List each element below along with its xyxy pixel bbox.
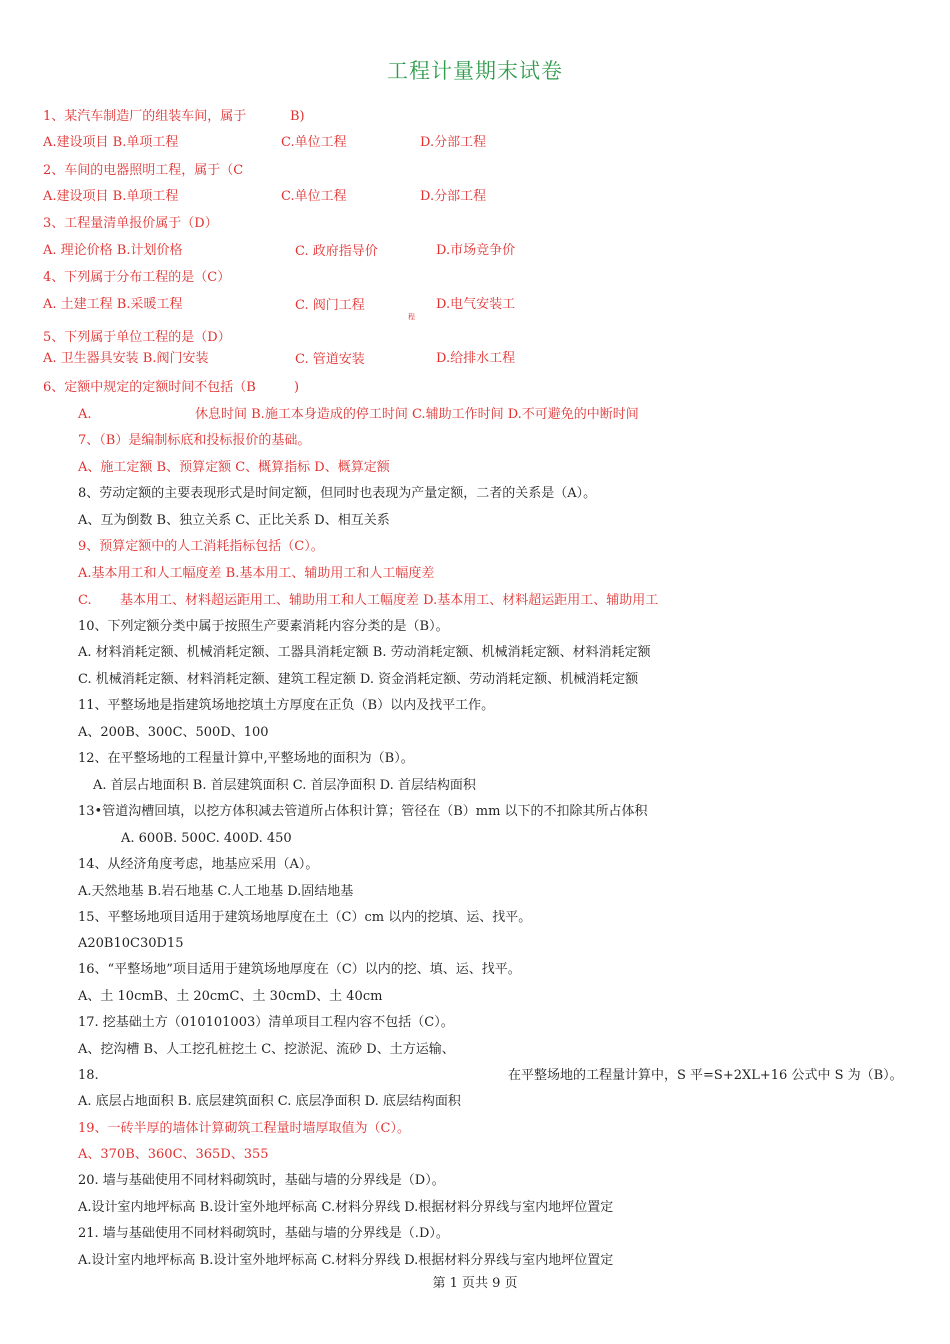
question-15-options: A20B10C30D15 <box>78 936 184 951</box>
question-3-stem: 3、工程量清单报价属于（D） <box>43 216 218 231</box>
question-7-stem: 7、（B）是编制标底和投标报价的基础。 <box>78 433 311 448</box>
question-20-options: A.设计室内地坪标高 B.设计室外地坪标高 C.材料分界线 D.根据材料分界线与室内地坪位置定 <box>78 1200 614 1215</box>
question-10-options-1: A. 材料消耗定额、机械消耗定额、工器具消耗定额 B. 劳动消耗定额、机械消耗定额、材料消耗定额 <box>78 645 651 660</box>
question-1-option-ab: A.建设项目 B.单项工程 <box>43 135 179 150</box>
question-2-option-c: C.单位工程 <box>281 189 347 204</box>
question-1-stem: 1、某汽车制造厂的组装车间，属于 <box>43 109 247 124</box>
question-2-stem: 2、车间的电器照明工程，属于（C <box>43 163 244 178</box>
question-6-options: 休息时间 B.施工本身造成的停工时间 C.辅助工作时间 D.不可避免的中断时间 <box>195 407 639 422</box>
question-3-option-d: D.市场竞争价 <box>436 243 516 258</box>
question-14-options: A.天然地基 B.岩石地基 C.人工地基 D.固结地基 <box>78 884 354 899</box>
question-18-stem: 在平整场地的工程量计算中，S 平=S+2XL+16 公式中 S 为（B）。 <box>508 1068 903 1083</box>
question-18-options: A. 底层占地面积 B. 底层建筑面积 C. 底层净面积 D. 底层结构面积 <box>78 1094 461 1109</box>
question-12-options: A. 首层占地面积 B. 首层建筑面积 C. 首层净面积 D. 首层结构面积 <box>93 778 476 793</box>
question-5-option-c: C. 管道安装 <box>295 352 365 367</box>
question-4-stem: 4、下列属于分布工程的是（C） <box>43 270 231 285</box>
page-title: 工程计量期末试卷 <box>387 59 563 83</box>
question-5-option-ab: A. 卫生器具安装 B.阀门安装 <box>43 351 209 366</box>
question-3-option-c: C. 政府指导价 <box>295 244 378 259</box>
question-3-option-ab: A. 理论价格 B.计划价格 <box>43 243 183 258</box>
question-9-option-c: C. <box>78 593 92 608</box>
question-14-stem: 14、从经济角度考虑，地基应采用（A）。 <box>78 857 319 872</box>
question-21-options: A.设计室内地坪标高 B.设计室外地坪标高 C.材料分界线 D.根据材料分界线与室内地坪位置定 <box>78 1253 614 1268</box>
question-16-stem: 16、“平整场地”项目适用于建筑场地厚度在（C）以内的挖、填、运、找平。 <box>78 962 521 977</box>
question-5-stem: 5、下列属于单位工程的是（D） <box>43 330 231 345</box>
question-9-options-1: A.基本用工和人工幅度差 B.基本用工、辅助用工和人工幅度差 <box>78 566 435 581</box>
question-6-stem: 6、定额中规定的定额时间不包括（B <box>43 380 256 395</box>
question-4-option-d-wrap: 程 <box>408 313 415 321</box>
question-15-stem: 15、平整场地项目适用于建筑场地厚度在土（C）cm 以内的挖填、运、找平。 <box>78 910 532 925</box>
question-16-options: A、土 10cmB、土 20cmC、土 30cmD、土 40cm <box>78 989 383 1004</box>
question-8-options: A、互为倒数 B、独立关系 C、正比关系 D、相互关系 <box>78 513 390 528</box>
question-1-option-d: D.分部工程 <box>420 135 487 150</box>
question-10-stem: 10、下列定额分类中属于按照生产要素消耗内容分类的是（B）。 <box>78 619 449 634</box>
page-footer: 第 1 页共 9 页 <box>432 1276 518 1291</box>
question-18-number: 18. <box>78 1068 99 1083</box>
question-1-answer: B) <box>290 109 305 124</box>
question-13-stem: 13•管道沟槽回填，以挖方体积减去管道所占体积计算；管径在（B）mm 以下的不扣除其所占体积 <box>78 804 648 819</box>
question-13-options: A. 600B. 500C. 400D. 450 <box>121 831 292 846</box>
question-12-stem: 12、在平整场地的工程量计算中,平整场地的面积为（B）。 <box>78 751 414 766</box>
question-11-stem: 11、平整场地是指建筑场地挖填土方厚度在正负（B）以内及找平工作。 <box>78 698 495 713</box>
question-11-options: A、200B、300C、500D、100 <box>78 725 269 740</box>
question-1-option-c: C.单位工程 <box>281 135 347 150</box>
question-4-option-ab: A. 土建工程 B.采暖工程 <box>43 297 183 312</box>
question-17-stem: 17. 挖基础土方（010101003）清单项目工程内容不包括（C）。 <box>78 1015 454 1030</box>
question-6-option-a: A. <box>78 407 92 422</box>
question-17-options: A、挖沟槽 B、人工挖孔桩挖土 C、挖淤泥、流砂 D、土方运输、 <box>78 1042 455 1057</box>
question-19-options: A、370B、360C、365D、355 <box>78 1147 269 1162</box>
question-10-options-2: C. 机械消耗定额、材料消耗定额、建筑工程定额 D. 资金消耗定额、劳动消耗定额、机械消耗定额 <box>78 672 639 687</box>
question-7-options: A、施工定额 B、预算定额 C、概算指标 D、概算定额 <box>78 460 390 475</box>
question-9-options-2: 基本用工、材料超运距用工、辅助用工和人工幅度差 D.基本用工、材料超运距用工、辅助用工 <box>120 593 659 608</box>
question-19-stem: 19、一砖半厚的墙体计算砌筑工程量时墙厚取值为（C）。 <box>78 1121 410 1136</box>
question-6-close: ) <box>294 380 300 395</box>
question-9-stem: 9、预算定额中的人工消耗指标包括（C）。 <box>78 539 324 554</box>
question-2-option-d: D.分部工程 <box>420 189 487 204</box>
question-20-stem: 20. 墙与基础使用不同材料砌筑时，基础与墙的分界线是（D）。 <box>78 1173 445 1188</box>
question-21-stem: 21. 墙与基础使用不同材料砌筑时，基础与墙的分界线是（.D）。 <box>78 1226 449 1241</box>
question-8-stem: 8、劳动定额的主要表现形式是时间定额，但同时也表现为产量定额，二者的关系是（A）。 <box>78 486 597 501</box>
question-5-option-d: D.给排水工程 <box>436 351 516 366</box>
question-4-option-d: D.电气安装工 <box>436 297 516 312</box>
question-4-option-c: C. 阀门工程 <box>295 298 365 313</box>
question-2-option-ab: A.建设项目 B.单项工程 <box>43 189 179 204</box>
